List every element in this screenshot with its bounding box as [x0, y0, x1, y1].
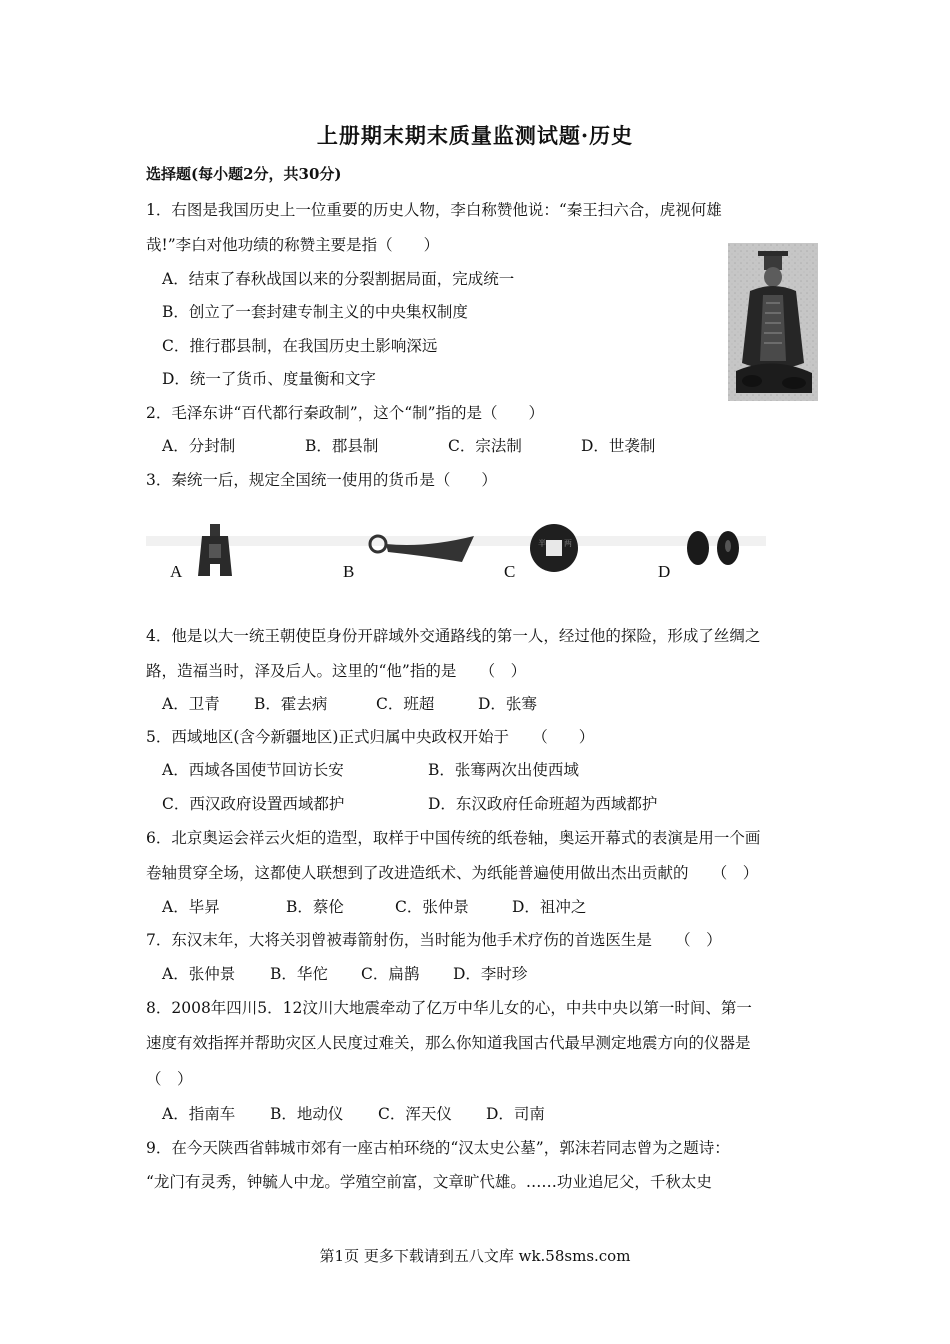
coin-label-b: B [343, 562, 355, 581]
page-footer: 第1页 更多下载请到五八文库 wk.58sms.com [319, 1247, 631, 1265]
question-5-option-b: B．张骞两次出使西域 [428, 761, 579, 779]
question-9-line-2: “龙门有灵秀，钟毓人中龙。学殖空前富，文章旷代雄。……功业追尼父，千秋太史 [146, 1173, 712, 1191]
question-6-option-c: C．张仲景 [395, 898, 469, 916]
question-6-option-b: B．蔡伦 [286, 898, 344, 916]
question-4-line-2: 路，造福当时，泽及后人。这里的“他”指的是 （ ） [146, 662, 527, 680]
question-7-option-b: B．华佗 [270, 965, 328, 983]
emperor-portrait-image [728, 243, 818, 401]
section-heading: 选择题(每小题2分，共30分) [146, 165, 342, 183]
question-7-stem: 7．东汉末年，大将关羽曾被毒箭射伤，当时能为他手术疗伤的首选医生是 （ ） [146, 931, 722, 949]
question-1-line-1: 1．右图是我国历史上一位重要的历史人物，李白称赞他说：“秦王扫六合，虎视何雄 [146, 201, 722, 219]
page-title: 上册期末期末质量监测试题·历史 [316, 123, 634, 148]
question-6-option-a: A．毕昇 [162, 898, 220, 916]
spade-coin-icon [198, 524, 232, 576]
question-6-option-d: D．祖冲之 [512, 898, 587, 916]
question-8-option-d: D．司南 [486, 1105, 545, 1123]
question-2-option-a: A．分封制 [162, 437, 236, 455]
question-8-option-b: B．地动仪 [270, 1105, 344, 1123]
coin-label-a: A [170, 562, 183, 581]
question-3-stem: 3．秦统一后，规定全国统一使用的货币是（ ） [146, 471, 497, 489]
question-5-option-c: C．西汉政府设置西域都护 [162, 795, 345, 813]
question-7-option-d: D．李时珍 [453, 965, 528, 983]
question-1-line-2: 哉!”李白对他功绩的称赞主要是指（ ） [146, 236, 440, 254]
question-9-line-1: 9．在今天陕西省韩城市郊有一座古柏环绕的“汉太史公墓”，郭沫若同志曾为之题诗： [146, 1139, 730, 1157]
question-5-options-row-1 [162, 758, 579, 780]
question-2-option-d: D．世袭制 [581, 437, 656, 455]
question-8-options [162, 1102, 545, 1124]
coin-images [146, 518, 786, 588]
question-4-line-1: 4．他是以大一统王朝使臣身份开辟域外交通路线的第一人，经过他的探险，形成了丝绸之 [146, 627, 761, 645]
question-8-line-1: 8．2008年四川5．12汶川大地震牵动了亿万中华儿女的心，中共中央以第一时间、第一 [146, 999, 752, 1017]
question-4-option-a: A．卫青 [162, 695, 220, 713]
question-4-options [162, 692, 537, 714]
question-6-options [162, 895, 586, 917]
question-2-stem: 2．毛泽东讲“百代都行秦政制”，这个“制”指的是（ ） [146, 404, 545, 422]
question-8-option-c: C．浑天仪 [378, 1105, 452, 1123]
question-5-stem: 5．西域地区(含今新疆地区)正式归属中央政权开始于 （ ） [146, 728, 595, 746]
question-4-option-c: C．班超 [376, 695, 435, 713]
question-1-option-a: A．结束了春秋战国以来的分裂割据局面，完成统一 [162, 270, 515, 288]
question-6-line-2: 卷轴贯穿全场，这都使人联想到了改进造纸术、为纸能普遍使用做出杰出贡献的 （ ） [146, 864, 759, 882]
svg-text:两: 两 [564, 539, 572, 548]
coin-label-c: C [504, 562, 516, 581]
question-5-option-d: D．东汉政府任命班超为西域都护 [428, 795, 658, 813]
question-4-option-b: B．霍去病 [254, 695, 328, 713]
svg-text:半: 半 [538, 539, 546, 548]
coin-label-d: D [658, 562, 671, 581]
question-4-option-d: D．张骞 [478, 695, 537, 713]
question-2-options [162, 434, 655, 456]
question-2-option-c: C．宗法制 [448, 437, 522, 455]
question-5-options-row-2 [162, 792, 657, 814]
question-8-line-3: （ ） [146, 1070, 193, 1088]
question-2-option-b: B．郡县制 [305, 437, 379, 455]
question-7-options [162, 962, 527, 984]
coin-options-figure [146, 518, 786, 588]
question-1-option-c: C．推行郡县制，在我国历史土影响深远 [162, 337, 438, 355]
question-7-option-a: A．张仲景 [162, 965, 236, 983]
question-8-option-a: A．指南车 [162, 1105, 236, 1123]
question-1-option-b: B．创立了一套封建专制主义的中央集权制度 [162, 303, 468, 321]
question-6-line-1: 6．北京奥运会祥云火炬的造型，取样于中国传统的纸卷轴，奥运开幕式的表演是用一个画 [146, 829, 761, 847]
question-7-option-c: C．扁鹊 [361, 965, 420, 983]
round-coin-icon [530, 524, 578, 572]
question-5-option-a: A．西域各国使节回访长安 [162, 761, 344, 779]
question-8-line-2: 速度有效指挥并帮助灾区人民度过难关，那么你知道我国古代最早测定地震方向的仪器是 [146, 1034, 751, 1052]
question-1-option-d: D．统一了货币、度量衡和文字 [162, 370, 376, 388]
